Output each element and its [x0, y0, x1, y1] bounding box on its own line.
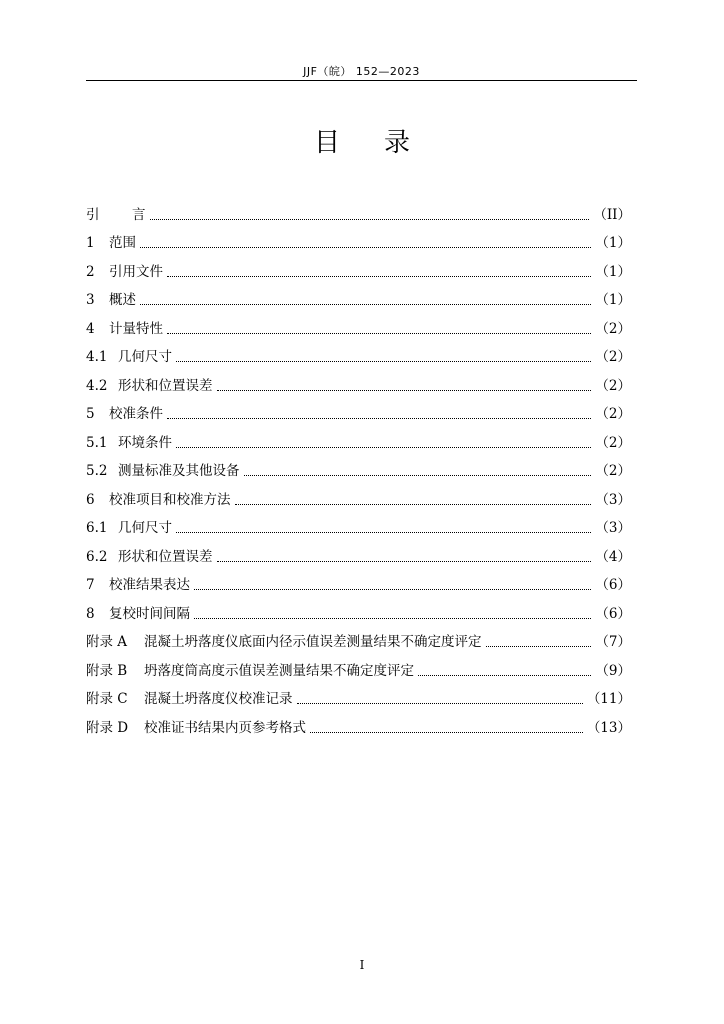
toc-page-number: （2） — [595, 349, 631, 365]
toc-number: 6.2 — [86, 548, 108, 565]
toc-title: 测量标准及其他设备 — [118, 463, 240, 479]
toc-number: 4.2 — [86, 377, 108, 394]
toc-entry-4-1[interactable] — [86, 339, 631, 368]
toc-entry-3[interactable] — [86, 282, 631, 311]
toc-entry-5-2[interactable] — [86, 453, 631, 482]
title-char-1: 目 — [313, 128, 340, 158]
toc-entry-2[interactable] — [86, 253, 631, 282]
toc-entry-foreword[interactable] — [86, 196, 631, 225]
toc-title: 范围 — [109, 235, 136, 251]
dot-leader — [150, 218, 590, 220]
toc-title: 几何尺寸 — [118, 349, 172, 365]
toc-entry-8[interactable] — [86, 595, 631, 624]
toc-entry-7[interactable] — [86, 567, 631, 596]
dot-leader — [418, 674, 591, 676]
toc-page-number: （2） — [595, 377, 631, 394]
toc-title: 坍落度筒高度示值误差测量结果不确定度评定 — [144, 662, 414, 679]
dot-leader — [297, 702, 583, 704]
toc-page-number: （2） — [595, 320, 631, 337]
toc-number: 4 — [86, 320, 95, 337]
toc-number: 5 — [86, 406, 95, 422]
page-number: I — [359, 958, 365, 972]
toc-page-number: （1） — [595, 292, 631, 308]
toc-number: 6 — [86, 491, 95, 508]
dot-leader — [167, 332, 591, 334]
toc-title: 计量特性 — [109, 320, 163, 337]
toc-entry-6-2[interactable] — [86, 538, 631, 567]
toc-number: 6.1 — [86, 520, 108, 536]
page-title — [0, 122, 724, 159]
toc-number: 附录 D — [86, 719, 129, 736]
toc-number: 7 — [86, 577, 95, 593]
page-header — [86, 60, 637, 81]
toc-page-number: （4） — [595, 548, 631, 565]
toc-entry-appendix-d[interactable] — [86, 709, 631, 738]
toc-entry-4-2[interactable] — [86, 367, 631, 396]
toc-page-number: （3） — [595, 520, 631, 536]
toc-number: 4.1 — [86, 349, 108, 365]
dot-leader — [176, 360, 591, 362]
toc-number: 5.2 — [86, 463, 108, 479]
toc-number: 8 — [86, 605, 95, 622]
toc-entry-6[interactable] — [86, 481, 631, 510]
toc-entry-appendix-b[interactable] — [86, 652, 631, 681]
toc-title: 混凝土坍落度仪校准记录 — [144, 691, 293, 707]
toc-entry-1[interactable] — [86, 225, 631, 254]
toc-title: 混凝土坍落度仪底面内径示值误差测量结果不确定度评定 — [144, 634, 482, 650]
dot-leader — [176, 531, 591, 533]
toc-entry-appendix-c[interactable] — [86, 681, 631, 710]
toc-entry-4[interactable] — [86, 310, 631, 339]
dot-leader — [194, 588, 591, 590]
toc-title: 言 — [132, 206, 146, 223]
dot-leader — [217, 560, 592, 562]
toc-title: 概述 — [109, 292, 136, 308]
toc-page-number: （7） — [595, 634, 631, 650]
toc-entry-appendix-a[interactable] — [86, 624, 631, 653]
dot-leader — [244, 474, 592, 476]
toc-entry-5[interactable] — [86, 396, 631, 425]
dot-leader — [486, 645, 592, 647]
toc-title: 校准结果表达 — [109, 577, 190, 593]
dot-leader — [167, 275, 591, 277]
dot-leader — [310, 731, 583, 733]
toc-title: 校准条件 — [109, 406, 163, 422]
standard-code: JJF（皖） 152—2023 — [303, 65, 420, 78]
toc-number: 引 — [86, 206, 100, 223]
toc-title: 引用文件 — [109, 263, 163, 280]
toc-page-number: （1） — [595, 235, 631, 251]
dot-leader — [217, 389, 592, 391]
dot-leader — [167, 417, 591, 419]
toc-number: 附录 B — [86, 662, 128, 679]
toc-title: 形状和位置误差 — [118, 377, 213, 394]
dot-leader — [140, 303, 591, 305]
toc-entry-6-1[interactable] — [86, 510, 631, 539]
toc-page-number: （2） — [595, 406, 631, 422]
toc-page-number: （3） — [595, 491, 631, 508]
toc-page-number: （11） — [586, 691, 631, 707]
toc-number: 附录 A — [86, 634, 128, 650]
toc-number: 2 — [86, 263, 95, 280]
toc-page-number: （2） — [595, 463, 631, 479]
toc-page-number: （2） — [595, 434, 631, 451]
toc-page-number: （13） — [586, 719, 631, 736]
table-of-contents — [86, 196, 631, 738]
toc-page-number: （9） — [595, 662, 631, 679]
toc-number: 3 — [86, 292, 95, 308]
toc-title: 形状和位置误差 — [118, 548, 213, 565]
toc-page-number: （6） — [595, 605, 631, 622]
toc-page-number: （II） — [593, 206, 631, 223]
toc-number: 1 — [86, 235, 95, 251]
toc-number: 附录 C — [86, 691, 128, 707]
toc-title: 环境条件 — [118, 434, 172, 451]
toc-title: 几何尺寸 — [118, 520, 172, 536]
dot-leader — [235, 503, 592, 505]
toc-title: 复校时间间隔 — [109, 605, 190, 622]
dot-leader — [194, 617, 591, 619]
toc-page-number: （6） — [595, 577, 631, 593]
dot-leader — [140, 246, 591, 248]
toc-entry-5-1[interactable] — [86, 424, 631, 453]
dot-leader — [176, 446, 591, 448]
toc-title: 校准证书结果内页参考格式 — [144, 719, 306, 736]
toc-number: 5.1 — [86, 434, 108, 451]
toc-page-number: （1） — [595, 263, 631, 280]
title-char-2: 录 — [384, 128, 411, 158]
toc-title: 校准项目和校准方法 — [109, 491, 231, 508]
